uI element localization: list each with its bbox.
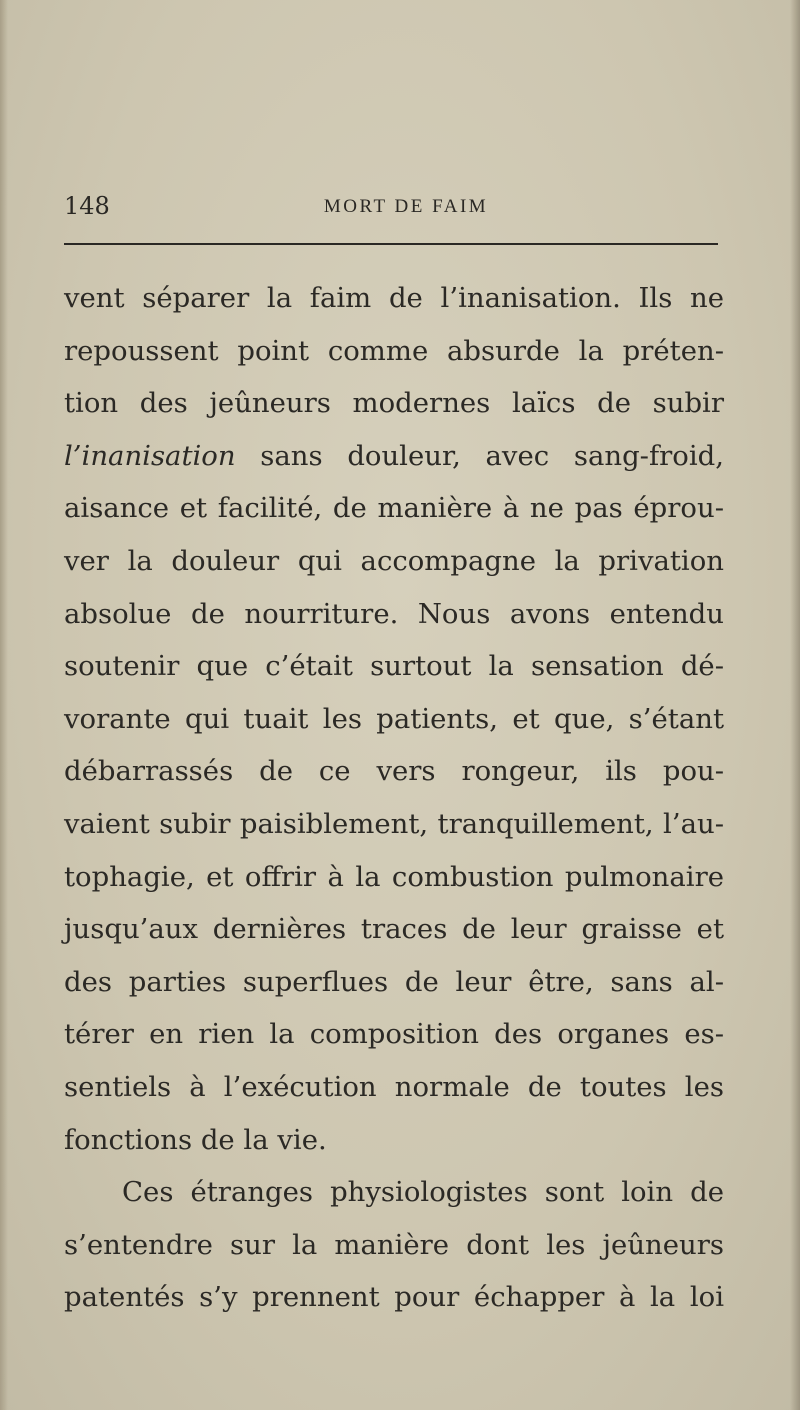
text-line: s’entendre sur la manière dont les jeûneurs bbox=[64, 1228, 724, 1261]
text-line: soutenir que c’était surtout la sensation dé- bbox=[64, 650, 724, 683]
text-line: vaient subir paisiblement, tranquillement, l’au- bbox=[64, 807, 724, 840]
page-number: 148 bbox=[64, 192, 110, 220]
page-edge-shadow-right bbox=[790, 0, 800, 1410]
text-line: vent séparer la faim de l’inanisation. Ils ne bbox=[64, 282, 724, 314]
text-line bbox=[64, 430, 724, 483]
text-line: tion des jeûneurs modernes laïcs de subir bbox=[64, 387, 724, 420]
header-rule bbox=[64, 243, 718, 245]
text-line: Ces étranges physiologistes sont loin de bbox=[122, 1176, 724, 1209]
page-header bbox=[64, 192, 720, 232]
text-line-rest: sans douleur, avec sang-froid, bbox=[260, 439, 724, 472]
page-edge-shadow-left bbox=[0, 0, 8, 1410]
text-line: tophagie, et offrir à la combustion pulmonaire bbox=[64, 860, 724, 893]
text-line: aisance et facilité, de manière à ne pas éprou- bbox=[64, 492, 724, 525]
italic-term: l’inanisation bbox=[64, 439, 236, 472]
text-line: des parties superflues de leur être, sans al- bbox=[64, 965, 724, 998]
text-line: repoussent point comme absurde la préten- bbox=[64, 334, 724, 367]
text-line: fonctions de la vie. bbox=[64, 1123, 327, 1156]
text-line: jusqu’aux dernières traces de leur graisse et bbox=[64, 913, 724, 946]
body-text bbox=[64, 272, 724, 1324]
text-line: sentiels à l’exécution normale de toutes les bbox=[64, 1070, 724, 1103]
text-line: térer en rien la composition des organes es- bbox=[64, 1018, 724, 1051]
running-title: MORT DE FAIM bbox=[323, 196, 489, 217]
text-line: patentés s’y prennent pour échapper à la loi bbox=[64, 1281, 724, 1314]
text-line: vorante qui tuait les patients, et que, s’étant bbox=[64, 702, 724, 735]
text-line: débarrassés de ce vers rongeur, ils pou- bbox=[64, 755, 724, 788]
text-line: absolue de nourriture. Nous avons entendu bbox=[64, 597, 724, 630]
text-line: ver la douleur qui accompagne la privation bbox=[64, 544, 724, 577]
